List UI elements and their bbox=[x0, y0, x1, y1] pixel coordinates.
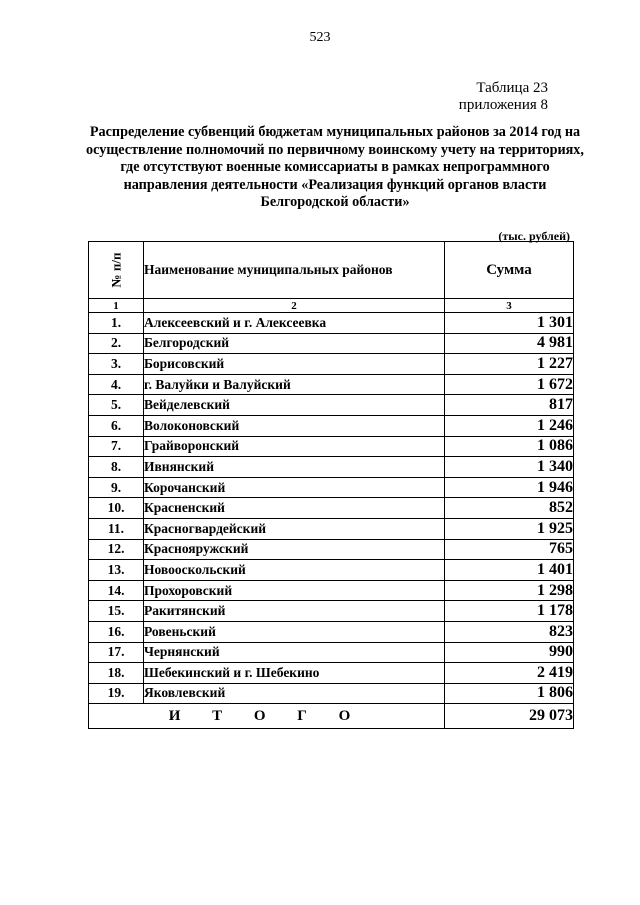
district-name: Волоконовский bbox=[144, 415, 445, 436]
district-name: Грайворонский bbox=[144, 436, 445, 457]
table-row bbox=[89, 477, 574, 498]
amount: 1 672 bbox=[445, 374, 574, 395]
total-label: И Т О Г О bbox=[89, 704, 445, 729]
table-row bbox=[89, 621, 574, 642]
table-row bbox=[89, 560, 574, 581]
row-number: 1. bbox=[89, 313, 144, 334]
district-name: Вейделевский bbox=[144, 395, 445, 416]
row-number: 16. bbox=[89, 621, 144, 642]
page-number: 523 bbox=[309, 30, 331, 45]
amount: 1 946 bbox=[445, 477, 574, 498]
row-number: 11. bbox=[89, 518, 144, 539]
amount: 823 bbox=[445, 621, 574, 642]
column-index-1: 1 bbox=[89, 299, 144, 313]
amount: 1 227 bbox=[445, 354, 574, 375]
amount: 1 401 bbox=[445, 560, 574, 581]
district-name: Белгородский bbox=[144, 333, 445, 354]
row-number: 6. bbox=[89, 415, 144, 436]
table-row bbox=[89, 374, 574, 395]
amount: 990 bbox=[445, 642, 574, 663]
header-num-cell bbox=[89, 242, 144, 299]
amount: 4 981 bbox=[445, 333, 574, 354]
column-index-2: 2 bbox=[144, 299, 445, 313]
table-row bbox=[89, 580, 574, 601]
row-number: 15. bbox=[89, 601, 144, 622]
table-row bbox=[89, 436, 574, 457]
row-number: 4. bbox=[89, 374, 144, 395]
table-reference bbox=[459, 80, 548, 114]
amount: 1 246 bbox=[445, 415, 574, 436]
table-body bbox=[89, 299, 574, 729]
amount: 1 301 bbox=[445, 313, 574, 334]
table-row bbox=[89, 518, 574, 539]
table-row bbox=[89, 663, 574, 684]
table-row bbox=[89, 683, 574, 704]
row-number: 3. bbox=[89, 354, 144, 375]
amount: 1 178 bbox=[445, 601, 574, 622]
amount: 1 340 bbox=[445, 457, 574, 478]
amount: 1 806 bbox=[445, 683, 574, 704]
row-number: 12. bbox=[89, 539, 144, 560]
amount: 1 925 bbox=[445, 518, 574, 539]
table-row bbox=[89, 601, 574, 622]
table-row bbox=[89, 642, 574, 663]
header-num: № п/п bbox=[108, 252, 123, 288]
row-number: 18. bbox=[89, 663, 144, 684]
district-name: Прохоровский bbox=[144, 580, 445, 601]
amount: 765 bbox=[445, 539, 574, 560]
table-row bbox=[89, 415, 574, 436]
row-number: 2. bbox=[89, 333, 144, 354]
amount: 1 086 bbox=[445, 436, 574, 457]
units-label: (тыс. рублей) bbox=[498, 229, 570, 243]
district-name: Красненский bbox=[144, 498, 445, 519]
district-name: Ракитянский bbox=[144, 601, 445, 622]
district-name: Ивнянский bbox=[144, 457, 445, 478]
district-name: Борисовский bbox=[144, 354, 445, 375]
row-number: 7. bbox=[89, 436, 144, 457]
row-number: 8. bbox=[89, 457, 144, 478]
column-index-row bbox=[89, 299, 574, 313]
amount: 817 bbox=[445, 395, 574, 416]
district-name: Новооскольский bbox=[144, 560, 445, 581]
district-name: Ровеньский bbox=[144, 621, 445, 642]
district-name: Красногвардейский bbox=[144, 518, 445, 539]
district-name: г. Валуйки и Валуйский bbox=[144, 374, 445, 395]
table-row bbox=[89, 395, 574, 416]
table-row bbox=[89, 457, 574, 478]
row-number: 19. bbox=[89, 683, 144, 704]
district-name: Шебекинский и г. Шебекино bbox=[144, 663, 445, 684]
row-number: 13. bbox=[89, 560, 144, 581]
district-name: Корочанский bbox=[144, 477, 445, 498]
row-number: 10. bbox=[89, 498, 144, 519]
district-name: Чернянский bbox=[144, 642, 445, 663]
row-number: 14. bbox=[89, 580, 144, 601]
amount: 852 bbox=[445, 498, 574, 519]
district-name: Краснояружский bbox=[144, 539, 445, 560]
district-name: Алексеевский и г. Алексеевка bbox=[144, 313, 445, 334]
total-row bbox=[89, 704, 574, 729]
header-sum: Сумма bbox=[445, 242, 574, 299]
amount: 1 298 bbox=[445, 580, 574, 601]
table-reference-line-1: Таблица 23 bbox=[476, 80, 548, 96]
column-index-3: 3 bbox=[445, 299, 574, 313]
table-reference-line-2: приложения 8 bbox=[458, 97, 548, 113]
row-number: 17. bbox=[89, 642, 144, 663]
table-row bbox=[89, 333, 574, 354]
table-row bbox=[89, 498, 574, 519]
row-number: 5. bbox=[89, 395, 144, 416]
table-row bbox=[89, 539, 574, 560]
amount: 2 419 bbox=[445, 663, 574, 684]
district-name: Яковлевский bbox=[144, 683, 445, 704]
header-name: Наименование муниципальных районов bbox=[144, 242, 445, 299]
table-header-row bbox=[89, 242, 574, 299]
table-row bbox=[89, 313, 574, 334]
row-number: 9. bbox=[89, 477, 144, 498]
subsidy-table bbox=[88, 241, 574, 729]
document-title: Распределение субвенций бюджетам муниципальных районов за 2014 год на осуществление полномочий по первичному воинскому учету на территориях, где отсутствуют военные комиссариаты в рамках непрограммного направления деятельности «Реализация функций органов власти Белгородской области» bbox=[86, 124, 584, 210]
table-row bbox=[89, 354, 574, 375]
total-amount: 29 073 bbox=[445, 704, 574, 729]
